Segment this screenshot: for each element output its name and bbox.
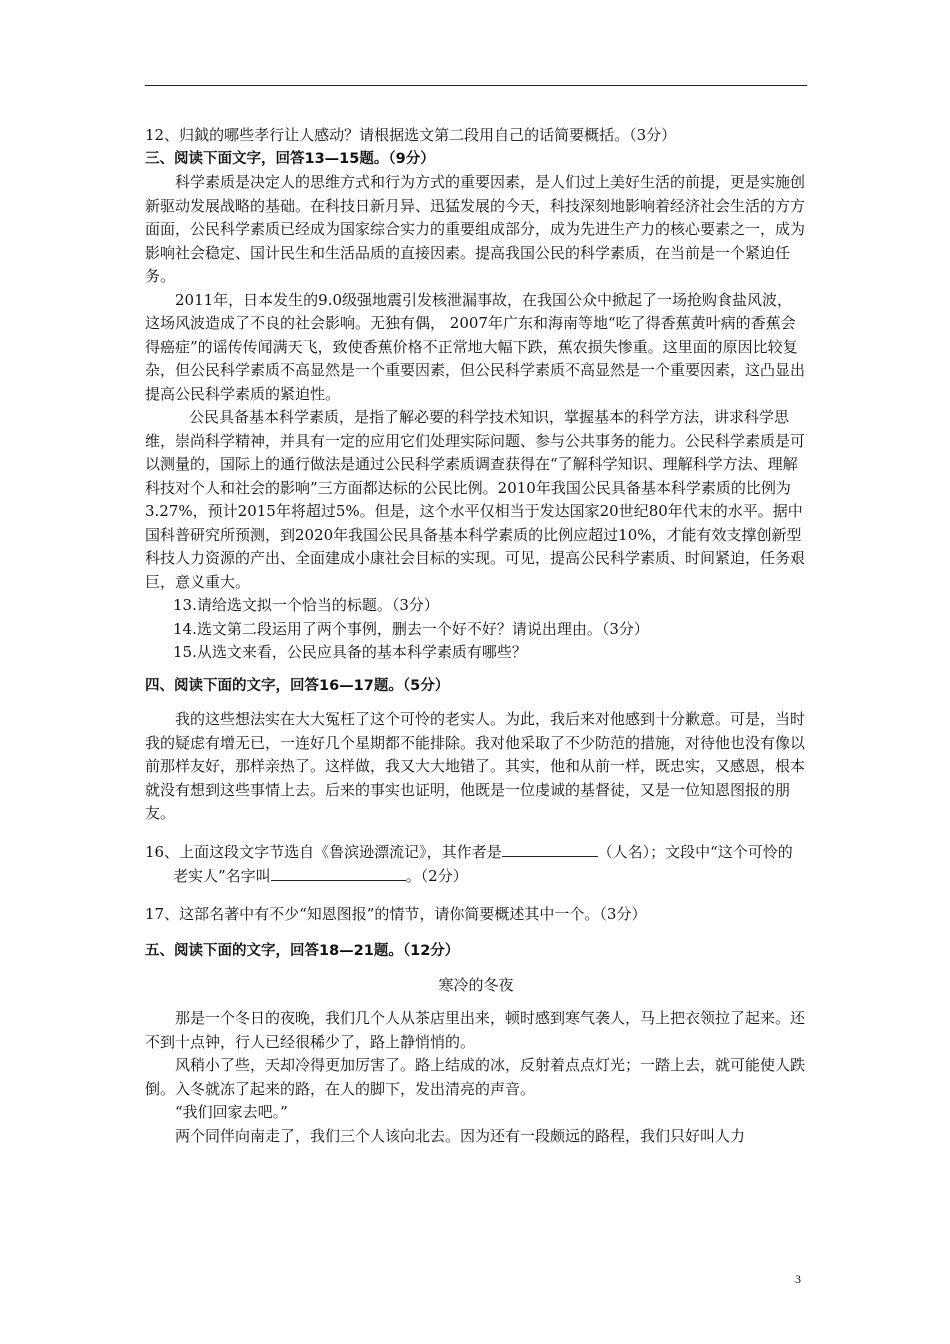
page-content: [145, 124, 807, 1148]
article-title: 寒冷的冬夜: [438, 975, 514, 994]
question-16: [145, 840, 807, 889]
question-16-part-a: 16、上面这段文字节选自《鲁滨逊漂流记》，其作者是: [145, 842, 502, 861]
section-5-paragraph-1: 那是一个冬日的夜晚，我们几个人从茶店里出来，顿时感到寒气袭人，马上把衣领拉了起来。还不到十点钟，行人已经很稀少了，路上静悄悄的。: [145, 1009, 806, 1051]
section-3-paragraph-3: 公民具备基本科学素质，是指了解必要的科学技术知识，掌握基本的科学方法，讲求科学思维，崇尚科学精神，并具有一定的应用它们处理实际问题、参与公共事务的能力。公民科学素质是可以测量的，国际上的通行做法是通过公民科学素质调查获得在“了解科学知识、理解科学方法、理解科技对个人和社会的影响”三方面都达标的公民比例。2010年我国公民具备基本科学素质的比例为3.27%，预计2015年将超过5%。但是，这个水平仅相当于发达国家20世纪80年代末的水平。据中国科普研究所预测，到2020年我国公民具备基本科学素质的比例应超过10%，才能有效支撑创新型科技人力资源的产出、全面建成小康社会目标的实现。可见，提高公民科学素质、时间紧迫，任务艰巨，意义重大。: [145, 408, 806, 591]
section-4-paragraph-1: 我的这些想法实在大大冤枉了这个可怜的老实人。为此，我后来对他感到十分歉意。可是，当时我的疑虑有增无已，一连好几个星期都不能排除。我对他采取了不少防范的措施，对待他也没有像以前那样友好，那样亲热了。这样做，我又大大地错了。其实，他和从前一样，既忠实，又感恩，根本就没有想到这些事情上去。后来的事实也证明，他既是一位虔诚的基督徒，又是一位知恩图报的朋友。: [145, 710, 806, 822]
section-5-paragraph-4: 两个同伴向南走了，我们三个人该向北去。因为还有一段颇远的路程，我们只好叫人力: [175, 1126, 746, 1145]
section-3-heading: 三、阅读下面文字，回答13—15题。（9分）: [145, 150, 435, 167]
page-number: 3: [795, 1272, 801, 1286]
header-rule: [145, 85, 807, 86]
question-16-part-c: 。（2分）: [405, 867, 468, 885]
question-14: 14.选文第二段运用了两个事例，删去一个好不好？请说出理由。（3分）: [173, 619, 649, 638]
question-13: 13.请给选文拟一个恰当的标题。（3分）: [173, 596, 439, 614]
section-3-paragraph-2: 2011年，日本发生的9.0级强地震引发核泄漏事故，在我国公众中掀起了一场抢购食盐风波，这场风波造成了不良的社会影响。无独有偶， 2007年广东和海南等地“吃了得香蕉黄叶病的香蕉会得癌症”的谣传传闻满天飞，致使香蕉价格不正常地大幅下跌，蕉农损失惨重。这里面的原因比较复杂，但公民科学素质不高显然是一个重要因素，但公民科学素质不高显然是一个重要因素，这凸显出提高公民科学素质的紧迫性。: [145, 290, 806, 403]
answer-blank-name[interactable]: [271, 864, 406, 881]
section-5-heading: 五、阅读下面的文字，回答18—21题。（12分）: [145, 943, 460, 959]
section-4-heading: 四、阅读下面的文字，回答16—17题。（5分）: [145, 677, 450, 694]
question-12: 12、归鉞的哪些孝行让人感动？请根据选文第二段用自己的话简要概括。（3分）: [145, 126, 677, 144]
question-15: 15.从选文来看，公民应具备的基本科学素质有哪些？: [173, 643, 527, 661]
section-5-paragraph-3: “我们回家去吧。”: [175, 1103, 288, 1121]
question-17: 17、这部名著中有不少“知恩图报”的情节，请你简要概述其中一个。（3分）: [145, 904, 647, 923]
answer-blank-author[interactable]: [502, 840, 598, 857]
section-5-paragraph-2: 风稍小了些，天却冷得更加厉害了。路上结成的冰，反射着点点灯光；一踏上去，就可能使人跌倒。入冬就冻了起来的路，在人的脚下，发出清亮的声音。: [145, 1056, 806, 1098]
section-3-paragraph-1: 科学素质是决定人的思维方式和行为方式的重要因素，是人们过上美好生活的前提，更是实施创新驱动发展战略的基础。在科技日新月异、迅猛发展的今天，科技深刻地影响着经济社会生活的方方面面，公民科学素质已经成为国家综合实力的重要组成部分，成为先进生产力的核心要素之一，成为影响社会稳定、国计民生和生活品质的直接因素。提高我国公民的科学素质，在当前是一个紧迫任务。: [145, 173, 806, 285]
question-16-part-b: （人名）；文段中“这个可怜的老实人”名字叫: [173, 842, 793, 885]
